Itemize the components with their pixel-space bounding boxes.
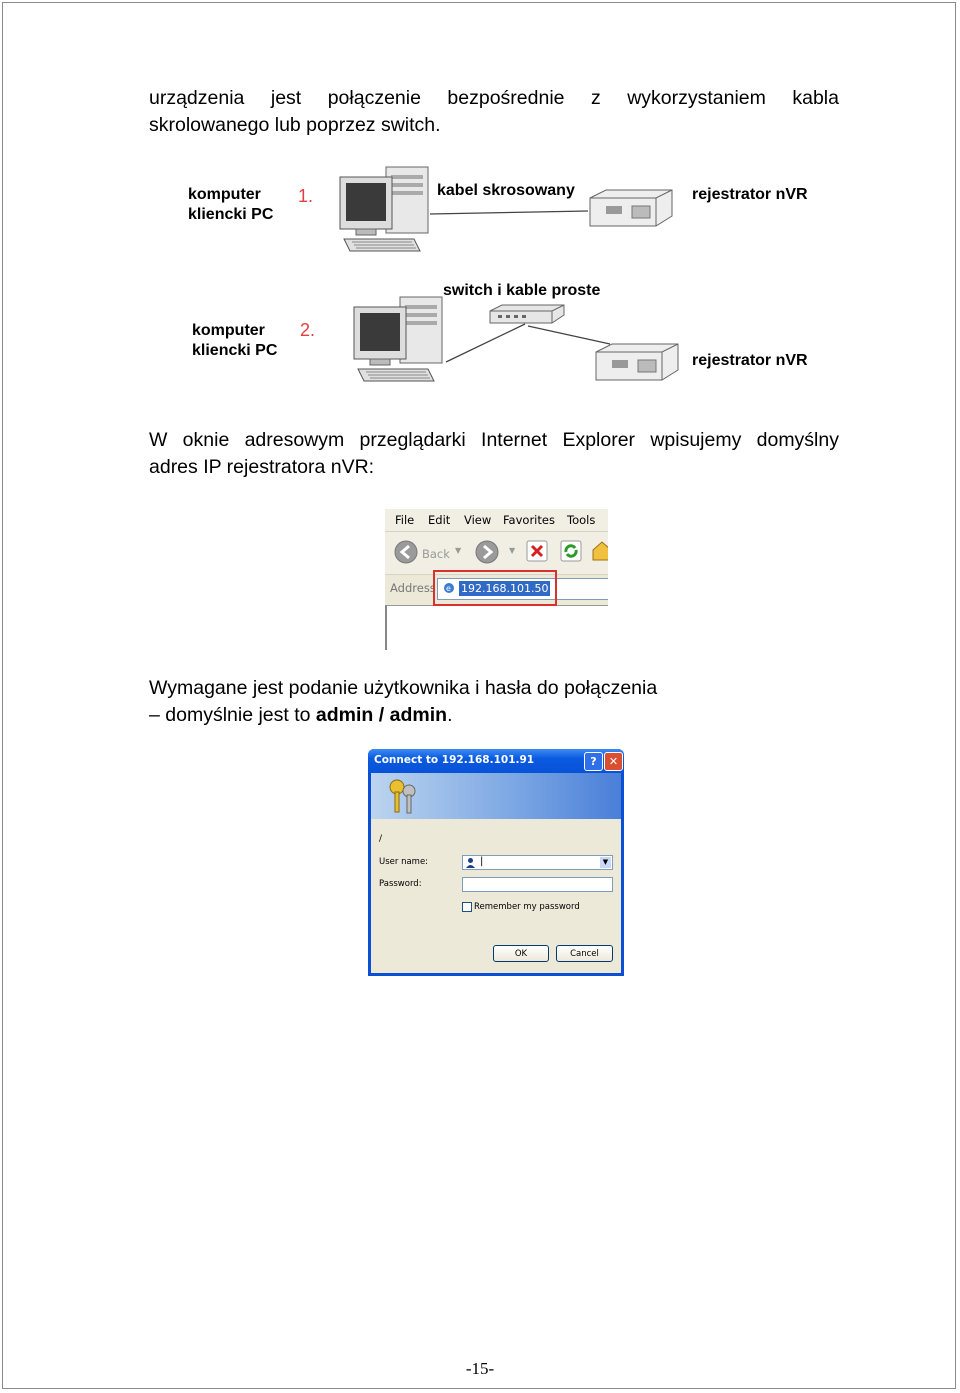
page-number: -15- bbox=[465, 1359, 495, 1378]
intro-line-2: skrolowanego lub poprzez switch. bbox=[149, 114, 441, 136]
username-field[interactable] bbox=[462, 855, 613, 870]
keys-icon bbox=[383, 777, 423, 817]
word: kabla bbox=[792, 87, 839, 109]
word: Internet bbox=[481, 429, 548, 451]
diagram1-nvr-label: rejestrator nVR bbox=[692, 186, 808, 203]
text: . bbox=[447, 704, 453, 726]
text-cursor: | bbox=[480, 856, 484, 867]
login-dialog bbox=[368, 749, 624, 976]
diagram2-pc-label-1: komputer bbox=[192, 322, 265, 339]
address-value: 192.168.101.50 bbox=[461, 582, 549, 595]
text: – domyślnie jest to bbox=[149, 704, 316, 726]
ie-line-2: adres IP rejestratora nVR: bbox=[149, 456, 375, 478]
dialog-titlebar bbox=[368, 749, 624, 773]
cancel-button[interactable]: Cancel bbox=[556, 945, 613, 962]
menu-edit[interactable]: Edit bbox=[428, 513, 451, 527]
forward-arrow-icon[interactable] bbox=[475, 540, 499, 564]
password-label: Password: bbox=[379, 879, 422, 889]
word: bezpośrednie bbox=[447, 87, 565, 109]
username-label: User name: bbox=[379, 857, 429, 867]
dialog-body bbox=[371, 773, 621, 973]
ie-content-area bbox=[385, 605, 608, 650]
remember-checkbox[interactable] bbox=[462, 902, 472, 912]
dialog-title: Connect to 192.168.101.91 bbox=[374, 754, 535, 766]
chevron-down-icon[interactable]: ▼ bbox=[455, 546, 462, 555]
diagram2-number: 2. bbox=[300, 320, 316, 340]
dialog-banner bbox=[371, 773, 621, 819]
menu-view[interactable]: View bbox=[464, 513, 492, 527]
refresh-icon[interactable] bbox=[560, 540, 582, 562]
word: z bbox=[590, 87, 601, 109]
separator: / bbox=[373, 704, 390, 726]
realm-text: / bbox=[379, 834, 383, 844]
diagram1-cable-label: kabel skrosowany bbox=[437, 182, 575, 199]
remember-label: Remember my password bbox=[474, 902, 580, 912]
diagram1-pc-label-1: komputer bbox=[188, 186, 261, 203]
word: oknie bbox=[182, 429, 230, 451]
word: domyślny bbox=[756, 429, 839, 451]
word: przeglądarki bbox=[359, 429, 466, 451]
menu-file[interactable]: File bbox=[395, 513, 415, 527]
default-user: admin bbox=[315, 704, 374, 726]
home-icon[interactable] bbox=[591, 540, 608, 562]
pc-icon bbox=[350, 293, 450, 388]
switch-icon bbox=[488, 303, 566, 329]
intro-line-1 bbox=[149, 85, 839, 112]
word: połączenie bbox=[327, 87, 421, 109]
login-line-2 bbox=[149, 702, 839, 729]
nvr-recorder-icon bbox=[592, 340, 682, 386]
crossover-cable-line bbox=[430, 180, 600, 230]
help-button[interactable]: ? bbox=[584, 752, 603, 771]
word: jest bbox=[270, 87, 302, 109]
diagram2-switch-label: switch i kable proste bbox=[443, 282, 601, 299]
diagram2-nvr-label: rejestrator nVR bbox=[692, 352, 808, 369]
chevron-down-icon[interactable]: ▼ bbox=[509, 546, 516, 555]
word: W bbox=[149, 429, 168, 451]
pc-icon bbox=[336, 163, 436, 258]
nvr-recorder-icon bbox=[586, 186, 676, 232]
word: adresowym bbox=[244, 429, 345, 451]
ie-toolbar bbox=[385, 532, 608, 575]
word: Explorer bbox=[562, 429, 636, 451]
diagram1-number: 1. bbox=[298, 186, 314, 206]
default-password: admin bbox=[389, 704, 448, 726]
diagram1-pc-label-2: kliencki PC bbox=[188, 206, 274, 223]
word: wpisujemy bbox=[650, 429, 742, 451]
word: wykorzystaniem bbox=[627, 87, 766, 109]
user-icon bbox=[465, 857, 476, 868]
back-button-label[interactable]: Back bbox=[422, 547, 450, 561]
back-arrow-icon[interactable] bbox=[394, 540, 418, 564]
stop-icon[interactable] bbox=[526, 540, 548, 562]
svg-text:e: e bbox=[446, 584, 451, 593]
ok-button[interactable]: OK bbox=[493, 945, 549, 962]
address-highlight-box bbox=[433, 570, 557, 606]
password-field[interactable] bbox=[462, 877, 613, 892]
ie-window-screenshot bbox=[385, 509, 608, 650]
ie-menu-bar bbox=[385, 509, 608, 532]
chevron-down-icon[interactable]: ▼ bbox=[600, 857, 611, 868]
ie-line-1 bbox=[149, 427, 839, 454]
diagram2-pc-label-2: kliencki PC bbox=[192, 342, 278, 359]
menu-favorites[interactable]: Favorites bbox=[503, 513, 555, 527]
address-label: Address bbox=[390, 581, 436, 595]
login-line-1: Wymagane jest podanie użytkownika i hasła do połączenia bbox=[149, 677, 658, 699]
menu-tools[interactable]: Tools bbox=[567, 513, 596, 527]
word: urządzenia bbox=[149, 87, 245, 109]
close-button[interactable]: ✕ bbox=[604, 752, 623, 771]
